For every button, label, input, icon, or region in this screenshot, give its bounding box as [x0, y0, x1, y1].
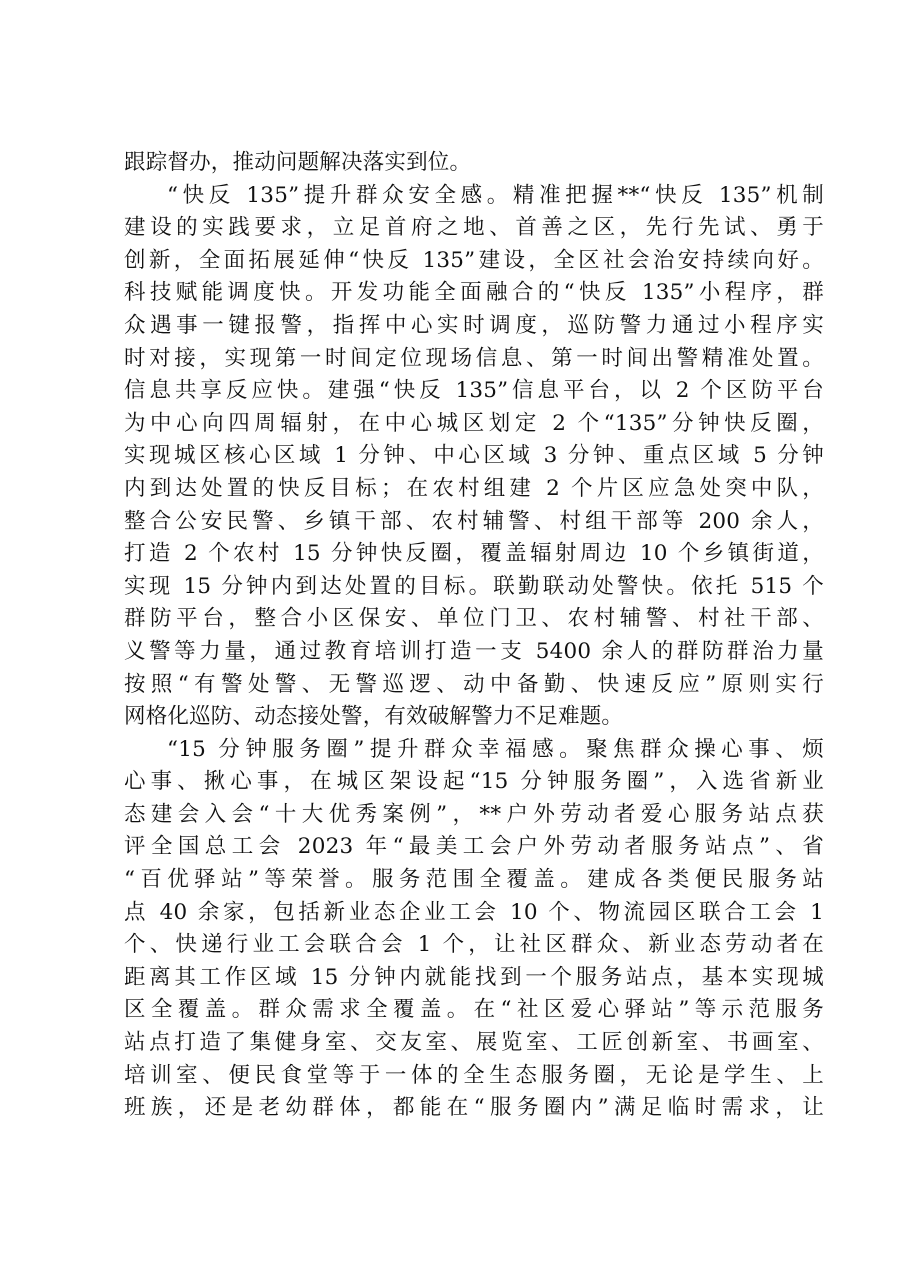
- paragraph: [124, 734, 824, 1125]
- text-line: 创新，全面拓展延伸“快反 135”建设，全区社会治安持续向好。: [124, 247, 824, 273]
- text-line: 心事、揪心事，在城区架设起“15 分钟服务圈”，入选省新业: [124, 769, 824, 795]
- text-line: 跟踪督办，推动问题解决落实到位。: [124, 150, 472, 175]
- text-line: 时对接，实现第一时间定位现场信息、第一时间出警精准处置。: [124, 345, 824, 371]
- text-line: 为中心向四周辐射，在中心城区划定 2 个“135”分钟快反圈，: [124, 410, 824, 436]
- text-line: 群防平台，整合小区保安、单位门卫、农村辅警、村社干部、: [124, 606, 824, 632]
- text-line: 信息共享反应快。建强“快反 135”信息平台，以 2 个区防平台: [124, 378, 824, 404]
- text-line: 按照“有警处警、无警巡逻、动中备勤、快速反应”原则实行: [124, 671, 824, 697]
- text-line: 点 40 余家，包括新业态企业工会 10 个、物流园区联合工会 1: [124, 899, 824, 925]
- text-line: 区全覆盖。群众需求全覆盖。在“社区爱心驿站”等示范服务: [124, 997, 824, 1023]
- text-line: “15 分钟服务圈”提升群众幸福感。聚焦群众操心事、烦: [167, 736, 824, 762]
- text-line: “快反 135”提升群众安全感。精准把握**“快反 135”机制: [167, 182, 824, 208]
- text-line: 评全国总工会 2023 年“最美工会户外劳动者服务站点”、省: [124, 834, 824, 860]
- text-line: “百优驿站”等荣誉。服务范围全覆盖。建成各类便民服务站: [124, 867, 824, 893]
- text-line: 班族，还是老幼群体，都能在“服务圈内”满足临时需求，让: [124, 1095, 824, 1121]
- text-line: 个、快递行业工会联合会 1 个，让社区群众、新业态劳动者在: [124, 932, 824, 958]
- text-line: 实现 15 分钟内到达处置的目标。联勤联动处警快。依托 515 个: [124, 573, 824, 599]
- text-line: 义警等力量，通过教育培训打造一支 5400 余人的群防群治力量: [124, 638, 824, 664]
- text-line: 培训室、便民食堂等于一体的全生态服务圈，无论是学生、上: [124, 1062, 824, 1088]
- text-line: 站点打造了集健身室、交友室、展览室、工匠创新室、书画室、: [124, 1030, 824, 1056]
- document-body: [124, 147, 824, 1125]
- text-line: 整合公安民警、乡镇干部、农村辅警、村组干部等 200 余人，: [124, 508, 824, 534]
- paragraph: [124, 147, 824, 180]
- text-line: 打造 2 个农村 15 分钟快反圈，覆盖辐射周边 10 个乡镇街道，: [124, 541, 824, 567]
- text-line: 内到达处置的快反目标；在农村组建 2 个片区应急处突中队，: [124, 475, 824, 501]
- text-line: 实现城区核心区域 1 分钟、中心区域 3 分钟、重点区域 5 分钟: [124, 443, 824, 469]
- paragraph: [124, 180, 824, 734]
- text-line: 建设的实践要求，立足首府之地、首善之区，先行先试、勇于: [124, 215, 824, 241]
- text-line: 科技赋能调度快。开发功能全面融合的“快反 135”小程序，群: [124, 280, 824, 306]
- text-line: 网格化巡防、动态接处警，有效破解警力不足难题。: [124, 704, 624, 730]
- text-line: 态建会入会“十大优秀案例”，**户外劳动者爱心服务站点获: [124, 801, 824, 827]
- text-line: 距离其工作区域 15 分钟内就能找到一个服务站点，基本实现城: [124, 964, 824, 990]
- text-line: 众遇事一键报警，指挥中心实时调度，巡防警力通过小程序实: [124, 312, 824, 338]
